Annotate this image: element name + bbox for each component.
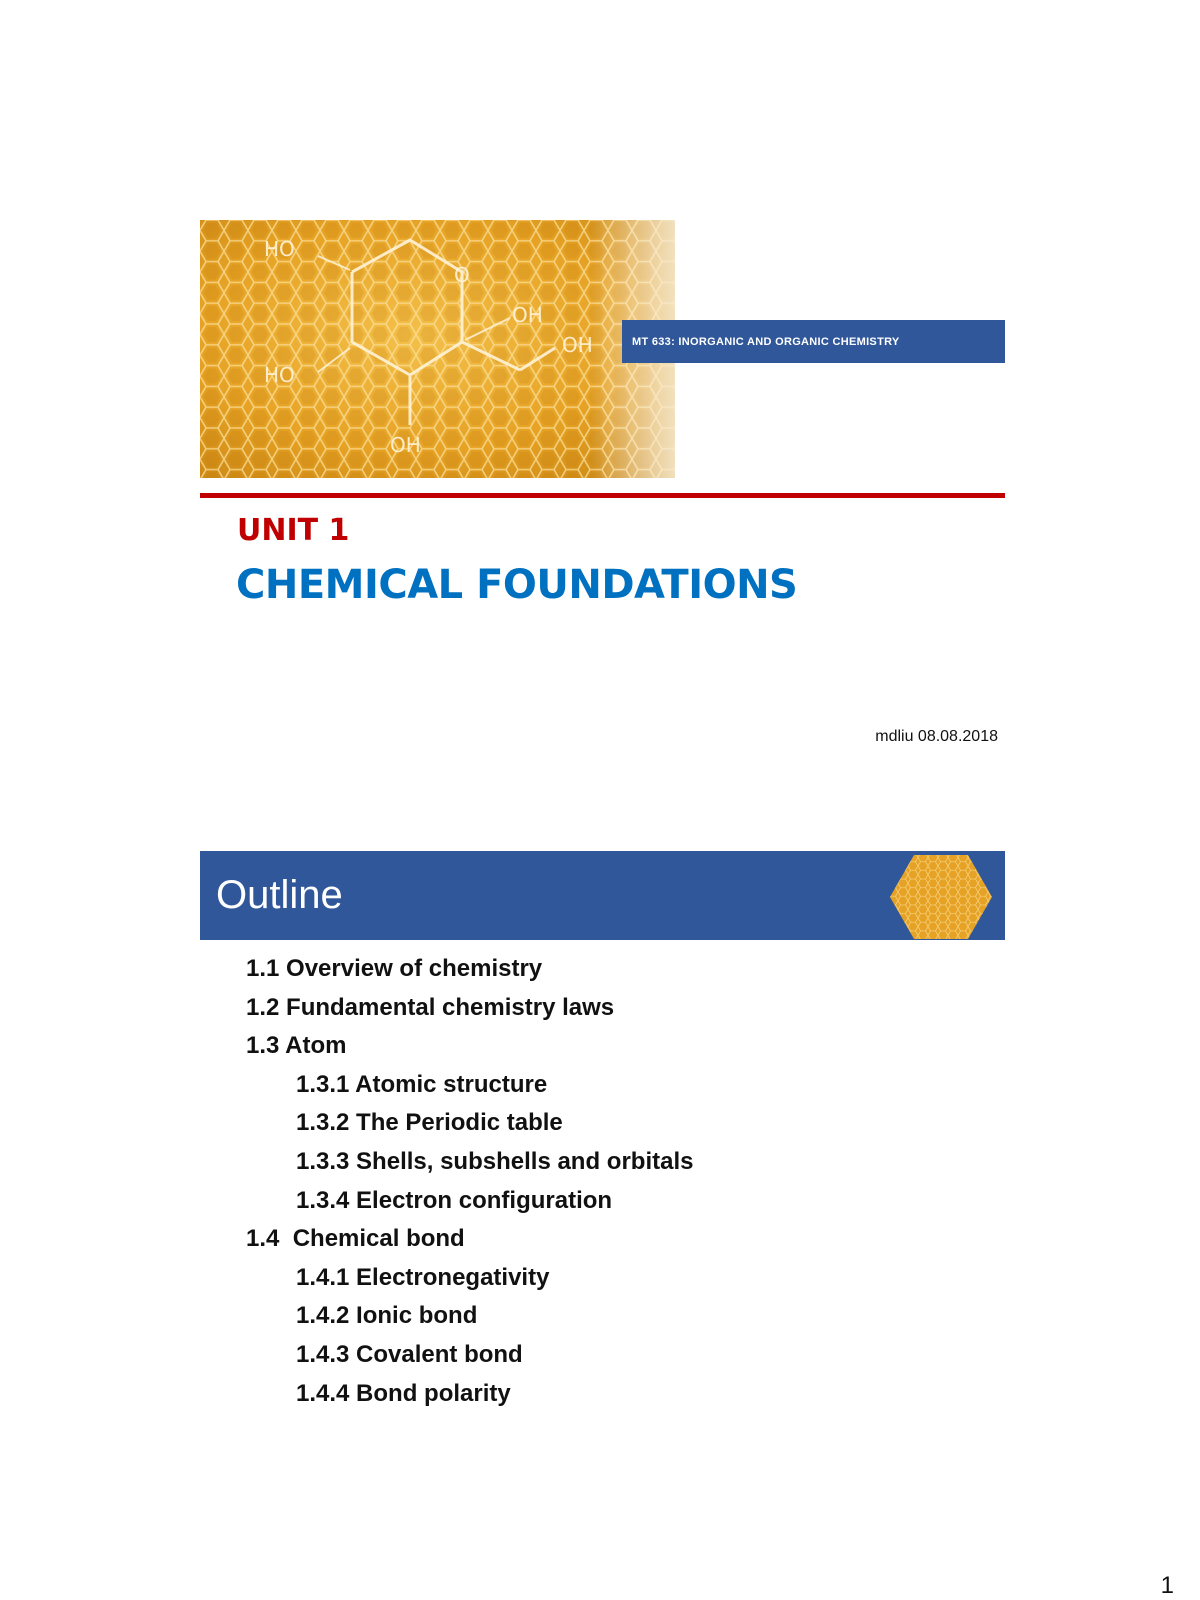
outline-item: 1.2 Fundamental chemistry laws — [246, 993, 615, 1021]
molecule-label: OH — [512, 303, 543, 327]
outline-subitem: 1.3.1 Atomic structure — [296, 1070, 548, 1098]
outline-subitem: 1.3.4 Electron configuration — [296, 1186, 613, 1214]
outline-header — [200, 851, 1005, 940]
page-title: Outline — [216, 873, 343, 917]
molecule-label: HO — [264, 237, 295, 261]
outline-subitem: 1.3.2 The Periodic table — [296, 1109, 563, 1137]
divider — [200, 493, 1005, 498]
molecule-label: O — [454, 263, 470, 287]
outline-subitem: 1.4.3 Covalent bond — [296, 1340, 523, 1368]
page-number: 1 — [1160, 1572, 1174, 1599]
outline-item: 1.3 Atom — [246, 1032, 347, 1060]
molecule-label: OH — [562, 333, 593, 357]
outline-item: 1.1 Overview of chemistry — [246, 955, 543, 982]
unit-label: UNIT 1 — [237, 513, 350, 548]
outline-item: 1.4 Chemical bond — [246, 1225, 465, 1253]
molecule-label: OH — [390, 433, 421, 457]
outline-subitem: 1.4.1 Electronegativity — [296, 1263, 550, 1291]
outline-subitem: 1.3.3 Shells, subshells and orbitals — [296, 1147, 694, 1175]
hero-image — [200, 220, 675, 478]
outline-subitem: 1.4.2 Ionic bond — [296, 1302, 478, 1330]
molecule-label: HO — [264, 363, 295, 387]
outline-list — [246, 950, 693, 1413]
unit-title: CHEMICAL FOUNDATIONS — [236, 562, 798, 608]
course-banner: MT 633: INORGANIC AND ORGANIC CHEMISTRY — [622, 320, 1005, 363]
honeycomb-hexagon-icon — [888, 853, 994, 941]
author-date: mdliu 08.08.2018 — [875, 728, 998, 745]
outline-subitem: 1.4.4 Bond polarity — [296, 1379, 511, 1407]
honeycomb-sugar-molecule-image — [200, 220, 675, 478]
